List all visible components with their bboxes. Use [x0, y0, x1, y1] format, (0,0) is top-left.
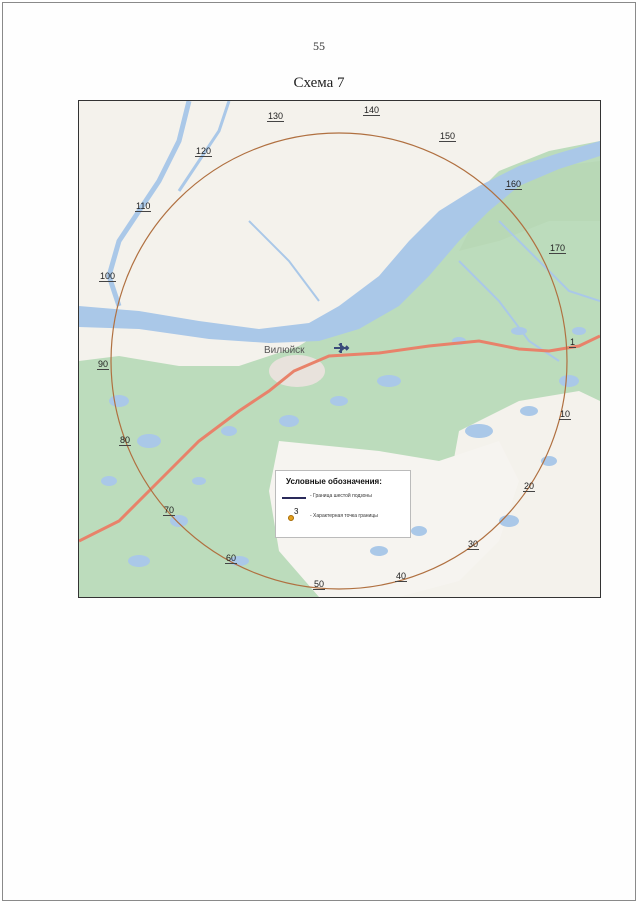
place-label-viluysk: Вилюйск [264, 345, 305, 356]
boundary-point-label: 70 [164, 505, 175, 515]
legend-point-number: 3 [294, 507, 299, 516]
boundary-point-label: 50 [314, 579, 325, 589]
scheme-title: Схема 7 [293, 75, 345, 91]
boundary-point-label: 60 [226, 553, 237, 563]
boundary-point-label: 1 [570, 337, 576, 347]
page-number: 55 [313, 39, 325, 53]
boundary-point-label: 130 [268, 111, 284, 121]
boundary-point-label: 120 [196, 146, 212, 156]
boundary-point-label: 150 [440, 131, 456, 141]
boundary-point-label: 20 [524, 481, 535, 491]
legend-point-label: - Характерная точка границы [310, 513, 378, 519]
boundary-point-label: 30 [468, 539, 479, 549]
boundary-point-label: 110 [136, 201, 151, 211]
boundary-point-label: 160 [506, 179, 522, 189]
legend-title: Условные обозначения: [286, 477, 382, 486]
legend-line-label: - Граница шестой подзоны [310, 493, 372, 499]
boundary-point-label: 140 [364, 105, 380, 115]
boundary-point-label: 80 [120, 435, 131, 445]
boundary-line-symbol [282, 497, 306, 499]
boundary-point-label: 170 [550, 243, 566, 253]
boundary-point-label: 10 [560, 409, 571, 419]
boundary-point-label: 100 [100, 271, 116, 281]
map-legend [275, 470, 411, 538]
boundary-point-icon [288, 515, 294, 521]
boundary-point-label: 40 [396, 571, 407, 581]
boundary-point-label: 90 [98, 359, 109, 369]
